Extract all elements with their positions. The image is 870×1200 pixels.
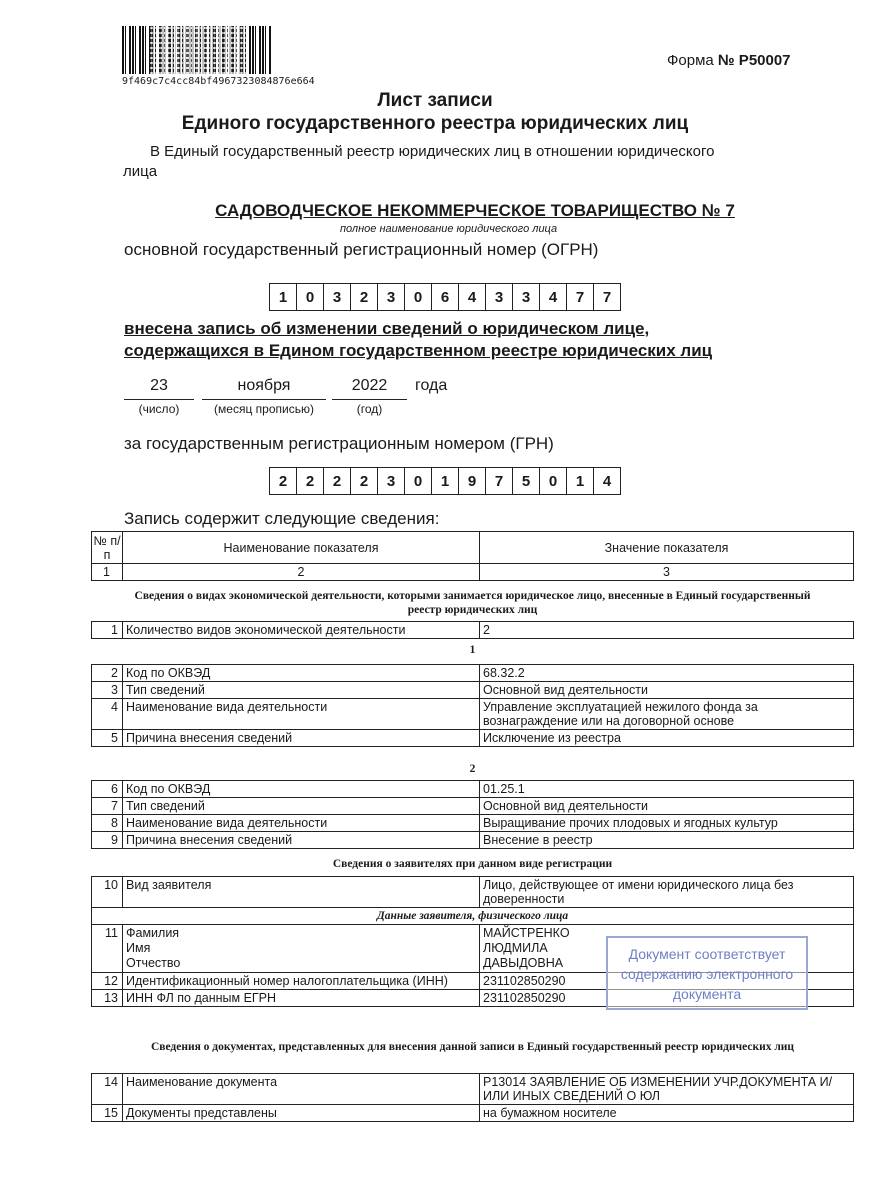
row-number: 13 [92, 990, 123, 1007]
ogrn-digit: 3 [323, 283, 351, 311]
row-number: 15 [92, 1105, 123, 1122]
row-value: Управление эксплуатацией нежилого фонда за вознаграждение или на договорной основе [480, 699, 854, 730]
row-number: 14 [92, 1074, 123, 1105]
table-row-1 [91, 621, 854, 639]
row-name: ИНН ФЛ по данным ЕГРН [123, 990, 480, 1007]
row-value: Исключение из реестра [480, 730, 854, 747]
table-group-a [91, 664, 854, 747]
table-row [92, 699, 854, 730]
row-value: Р13014 ЗАЯВЛЕНИЕ ОБ ИЗМЕНЕНИИ УЧР.ДОКУМЕНТА И/ИЛИ ИНЫХ СВЕДЕНИЙ О ЮЛ [480, 1074, 854, 1105]
month-caption: (месяц прописью) [202, 399, 326, 416]
date-suffix: года [415, 377, 448, 394]
ogrn-digit: 3 [485, 283, 513, 311]
row-number: 2 [92, 665, 123, 682]
row-number: 6 [92, 781, 123, 798]
row-number: 1 [92, 622, 123, 639]
ogrn-digit: 3 [377, 283, 405, 311]
grn-digit: 2 [323, 467, 351, 495]
row-name: Причина внесения сведений [123, 730, 480, 747]
row-value: 2 [480, 622, 854, 639]
ogrn-digit: 3 [512, 283, 540, 311]
ogrn-digit: 7 [566, 283, 594, 311]
grn-digit: 1 [566, 467, 594, 495]
header-col3: 3 [480, 564, 854, 581]
table-row [92, 815, 854, 832]
row-number: 4 [92, 699, 123, 730]
row-name: Количество видов экономической деятельности [123, 622, 480, 639]
row-name: Идентификационный номер налогоплательщика (ИНН) [123, 973, 480, 990]
row-name: Тип сведений [123, 798, 480, 815]
row-value: на бумажном носителе [480, 1105, 854, 1122]
row-value: 231102850290 [480, 973, 854, 990]
grn-digit: 5 [512, 467, 540, 495]
row-number: 11 [92, 925, 123, 973]
grn-digit: 3 [377, 467, 405, 495]
grn-digit: 1 [431, 467, 459, 495]
contains-label: Запись содержит следующие сведения: [124, 509, 440, 528]
form-code: № Р50007 [717, 52, 791, 69]
ogrn-digit: 6 [431, 283, 459, 311]
row-number: 9 [92, 832, 123, 849]
ogrn-digit: 4 [539, 283, 567, 311]
section-applicants: Сведения о заявителях при данном виде регистрации [332, 858, 613, 870]
stamp-line3: документа [672, 986, 742, 1002]
table-row [92, 1105, 854, 1122]
year-caption: (год) [332, 399, 407, 416]
ogrn-digit: 2 [350, 283, 378, 311]
row-value: 01.25.1 [480, 781, 854, 798]
label-first-name: Имя [126, 941, 151, 955]
row-number: 3 [92, 682, 123, 699]
form-number [667, 52, 791, 69]
ogrn-label: основной государственный регистрационный номер (ОГРН) [124, 240, 599, 259]
header-name: Наименование показателя [123, 532, 480, 564]
grn-digit: 0 [404, 467, 432, 495]
row-value: 68.32.2 [480, 665, 854, 682]
grn-digits [270, 467, 621, 495]
title-line2: Единого государственного реестра юридических лиц [181, 113, 689, 134]
ogrn-digits [270, 283, 621, 311]
row-value: Лицо, действующее от имени юридического лица без доверенности [480, 877, 854, 908]
table-docs [91, 1073, 854, 1122]
row-number: 5 [92, 730, 123, 747]
row-name: Тип сведений [123, 682, 480, 699]
grn-digit: 7 [485, 467, 513, 495]
table-row [92, 1074, 854, 1105]
barcode [122, 26, 272, 74]
row-name: Документы представлены [123, 1105, 480, 1122]
intro-line2: лица [123, 163, 158, 180]
ogrn-digit: 0 [296, 283, 324, 311]
row-number: 8 [92, 815, 123, 832]
ogrn-digit: 1 [269, 283, 297, 311]
label-surname: Фамилия [126, 926, 180, 940]
grn-digit: 2 [269, 467, 297, 495]
value-patronymic: ДАВЫДОВНА [483, 956, 564, 970]
stamp-line1: Документ соответствует [628, 946, 786, 962]
record-line2: содержащихся в Едином государственном реестре юридических лиц [124, 341, 713, 360]
row-name: Наименование вида деятельности [123, 815, 480, 832]
grn-digit: 2 [350, 467, 378, 495]
intro-line1: В Единый государственный реестр юридических лиц в отношении юридического [150, 143, 715, 160]
row-value: Внесение в реестр [480, 832, 854, 849]
header-value: Значение показателя [480, 532, 854, 564]
value-surname: МАЙСТРЕНКО [483, 926, 570, 940]
date-day: 23 [150, 377, 168, 394]
row-value: Основной вид деятельности [480, 682, 854, 699]
conformity-stamp [606, 936, 808, 1010]
table-row [92, 832, 854, 849]
value-first-name: ЛЮДМИЛА [483, 941, 548, 955]
row-name: Причина внесения сведений [123, 832, 480, 849]
row-name: Вид заявителя [123, 877, 480, 908]
section-documents: Сведения о документах, представленных для внесения данной записи в Единый государственный реестр юридических лиц [150, 1041, 795, 1053]
subsection-1: 1 [469, 644, 476, 656]
day-caption: (число) [124, 399, 194, 416]
row-name: Наименование вида деятельности [123, 699, 480, 730]
date-month: ноября [237, 377, 291, 394]
table-row [92, 798, 854, 815]
header-col1: 1 [92, 564, 123, 581]
header-col2: 2 [123, 564, 480, 581]
table-row [92, 622, 854, 639]
row-name [123, 925, 480, 973]
table-row [92, 877, 854, 908]
row-value: Основной вид деятельности [480, 798, 854, 815]
date-year: 2022 [351, 377, 388, 394]
grn-digit: 4 [593, 467, 621, 495]
table-row [92, 665, 854, 682]
grn-digit: 9 [458, 467, 486, 495]
section-activities: Сведения о видах экономической деятельности, которыми занимается юридическое лицо, внесенные в Единый государственный реестр юридических лиц [134, 590, 811, 616]
row-number: 7 [92, 798, 123, 815]
title-line1: Лист записи [377, 90, 493, 111]
grn-label: за государственным регистрационным номером (ГРН) [124, 434, 554, 453]
row-name: Код по ОКВЭД [123, 665, 480, 682]
ogrn-digit: 4 [458, 283, 486, 311]
intro-text [123, 142, 790, 182]
row-name: Наименование документа [123, 1074, 480, 1105]
table-group-b [91, 780, 854, 849]
record-line1: внесена запись об изменении сведений о юридическом лице, [124, 319, 650, 338]
form-prefix: Форма [667, 52, 714, 69]
row-name: Код по ОКВЭД [123, 781, 480, 798]
row-value: Выращивание прочих плодовых и ягодных культур [480, 815, 854, 832]
row-value: 231102850290 [480, 990, 854, 1007]
grn-digit: 0 [539, 467, 567, 495]
table-row [92, 781, 854, 798]
header-no: № п/п [93, 533, 121, 562]
subsection-2: 2 [469, 763, 476, 775]
table-row [92, 730, 854, 747]
grn-digit: 2 [296, 467, 324, 495]
table-row [92, 682, 854, 699]
header-table [91, 531, 854, 581]
company-name: САДОВОДЧЕСКОЕ НЕКОММЕРЧЕСКОЕ ТОВАРИЩЕСТВО № 7 [215, 201, 735, 220]
stamp-line2: содержанию электронного [620, 966, 794, 982]
document-hash: 9f469c7c4cc84bf4967323084876e664 [122, 76, 315, 87]
row-number: 10 [92, 877, 123, 908]
ogrn-digit: 7 [593, 283, 621, 311]
label-patronymic: Отчество [126, 956, 181, 970]
row-number: 12 [92, 973, 123, 990]
company-caption: полное наименование юридического лица [340, 223, 558, 235]
ogrn-digit: 0 [404, 283, 432, 311]
section-applicant-person: Данные заявителя, физического лица [92, 908, 854, 925]
